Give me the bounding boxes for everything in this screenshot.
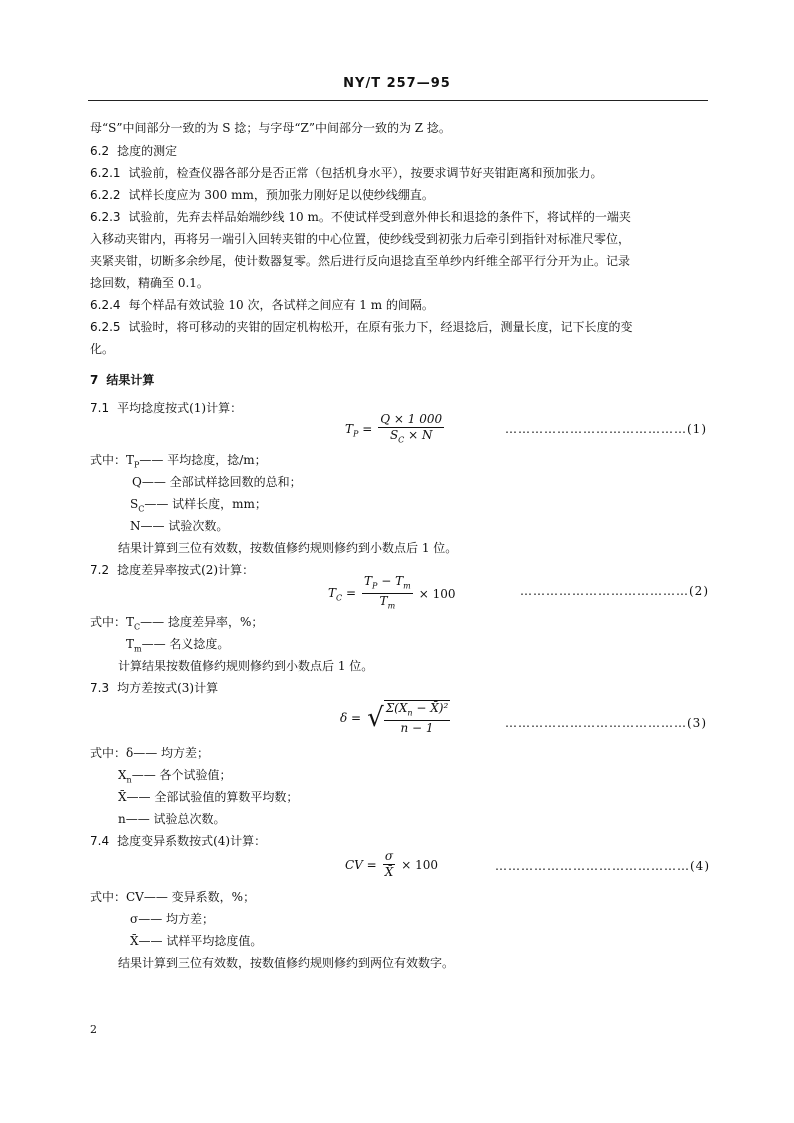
equation-lhs: $T_C$ =: [328, 585, 357, 603]
section-title: 捻度的测定: [117, 144, 178, 158]
section-number: 7: [90, 373, 99, 387]
paragraph-line: 夹紧夹钳，切断多余纱尾，使计数器复零。然后进行反向退捻直至单纱内纤维全部平行分开为止。记录: [90, 254, 631, 268]
section-number: 7.1: [90, 401, 110, 415]
section-6-2: [90, 143, 177, 159]
section-7-3: [90, 680, 218, 696]
equation-2-leader: …………………………………(2): [520, 584, 709, 598]
section-number: 7.4: [90, 834, 110, 848]
equation-3-leader: ……………………………………(3): [505, 716, 707, 730]
equation-fraction: $\frac{\sigma}{X̄}$: [384, 849, 394, 879]
section-6-2-4: [90, 297, 434, 313]
where-line: Q—— 全部试样捻回数的总和；: [132, 475, 302, 489]
section-number: 7.2: [90, 563, 110, 577]
section-title: 结果计算: [106, 373, 155, 387]
section-number: 6.2.5: [90, 320, 121, 334]
section-7-4: [90, 833, 266, 849]
section-number: 6.2: [90, 144, 110, 158]
sqrt-icon: √: [367, 703, 384, 734]
page-number: 2: [90, 1023, 97, 1036]
section-number: 7.3: [90, 681, 110, 695]
equation-4: CV = $\frac{\sigma}{X̄}$ × 100: [345, 849, 439, 879]
equation-lhs: δ =: [340, 711, 362, 726]
paragraph-line: 入移动夹钳内，再将另一端引入回转夹钳的中心位置，使纱线受到初张力后牵引到指针对标准尺零位，: [90, 232, 631, 246]
equation-lhs: CV =: [345, 857, 377, 872]
line-continuation: 母“S”中间部分一致的为 S 捻；与字母“Z”中间部分一致的为 Z 捻。: [90, 121, 451, 135]
paragraph-text: 试验前，先弃去样品始端纱线 10 m。不使试样受到意外伸长和退捻的条件下，将试样的一端夹: [128, 210, 631, 224]
where-line: $S_C——$ 试样长度，mm；: [130, 497, 267, 514]
equation-2: $T_C$ = $\frac{T_P - T_m}{T_m}$ × 100: [328, 574, 455, 614]
equation-fraction: $\frac{T_P - T_m}{T_m}$: [364, 574, 411, 611]
equation-lhs: $T_P$ =: [345, 421, 373, 438]
section-number: 6.2.4: [90, 298, 121, 312]
section-number: 6.2.3: [90, 210, 121, 224]
where-line: N—— 试验次数。: [130, 519, 229, 533]
paragraph-text: 捻度差异率按式(2)计算：: [117, 563, 255, 577]
result-note: 结果计算到三位有效数，按数值修约规则修约到两位有效数字。: [118, 956, 455, 970]
equation-1-leader: ……………………………………(1): [505, 422, 707, 436]
section-7-2: [90, 562, 254, 578]
where-line: $X_n——$ 各个试验值；: [118, 768, 232, 785]
equation-fraction: $\frac{Q \times 1 000}{S_C \times N}$: [380, 412, 443, 445]
paragraph-text: 平均捻度按式(1)计算：: [117, 401, 243, 415]
section-6-2-1: [90, 165, 603, 181]
where-line: X̄—— 全部试验值的算数平均数；: [118, 790, 299, 804]
paragraph-text: 均方差按式(3)计算: [117, 681, 219, 695]
where-line: 式中：δ—— 均方差；: [90, 746, 210, 760]
equation-fraction: $\frac{\Sigma(X_n - X̄)^2}{n - 1}$: [385, 701, 449, 736]
section-number: 6.2.1: [90, 166, 121, 180]
paragraph-line: 化。: [90, 342, 115, 356]
section-6-2-5: [90, 319, 633, 335]
where-line: 式中：CV—— 变异系数，%；: [90, 890, 256, 904]
paragraph-text: 捻度变异系数按式(4)计算：: [117, 834, 267, 848]
where-line: X̄—— 试样平均捻度值。: [130, 934, 263, 948]
header-rule: [88, 100, 708, 101]
paragraph-text: 试样长度应为 300 mm，预加张力刚好足以使纱线绷直。: [128, 188, 434, 202]
where-line: $T_m——$ 名义捻度。: [126, 637, 230, 654]
section-6-2-2: [90, 187, 434, 203]
section-number: 6.2.2: [90, 188, 121, 202]
where-line: 式中：$T_C——$ 捻度差异率，%；: [90, 615, 264, 632]
header-standard-code: NY/T 257—95: [343, 76, 451, 91]
section-7: [90, 372, 154, 388]
paragraph-text: 试验时，将可移动的夹钳的固定机构松开，在原有张力下，经退捻后，测量长度，记下长度的变: [128, 320, 633, 334]
result-note: 结果计算到三位有效数，按数值修约规则修约到小数点后 1 位。: [118, 541, 458, 555]
result-note: 计算结果按数值修约规则修约到小数点后 1 位。: [118, 659, 374, 673]
equation-1: [345, 412, 444, 447]
where-line: n—— 试验总次数。: [118, 812, 226, 826]
paragraph-text: 每个样品有效试验 10 次，各试样之间应有 1 m 的间隔。: [128, 298, 434, 312]
where-line: σ—— 均方差；: [130, 912, 215, 926]
equation-3: [340, 700, 450, 736]
where-line: 式中：$T_P——$ 平均捻度，捻/m；: [90, 453, 267, 470]
section-6-2-3: [90, 209, 631, 225]
equation-4-leader: ………………………………………(4): [495, 859, 710, 873]
paragraph-text: 试验前，检查仪器各部分是否正常（包括机身水平），按要求调节好夹钳距离和预加张力。: [128, 166, 603, 180]
paragraph-line: 捻回数，精确至 0.1。: [90, 276, 209, 290]
section-7-1: [90, 400, 242, 416]
